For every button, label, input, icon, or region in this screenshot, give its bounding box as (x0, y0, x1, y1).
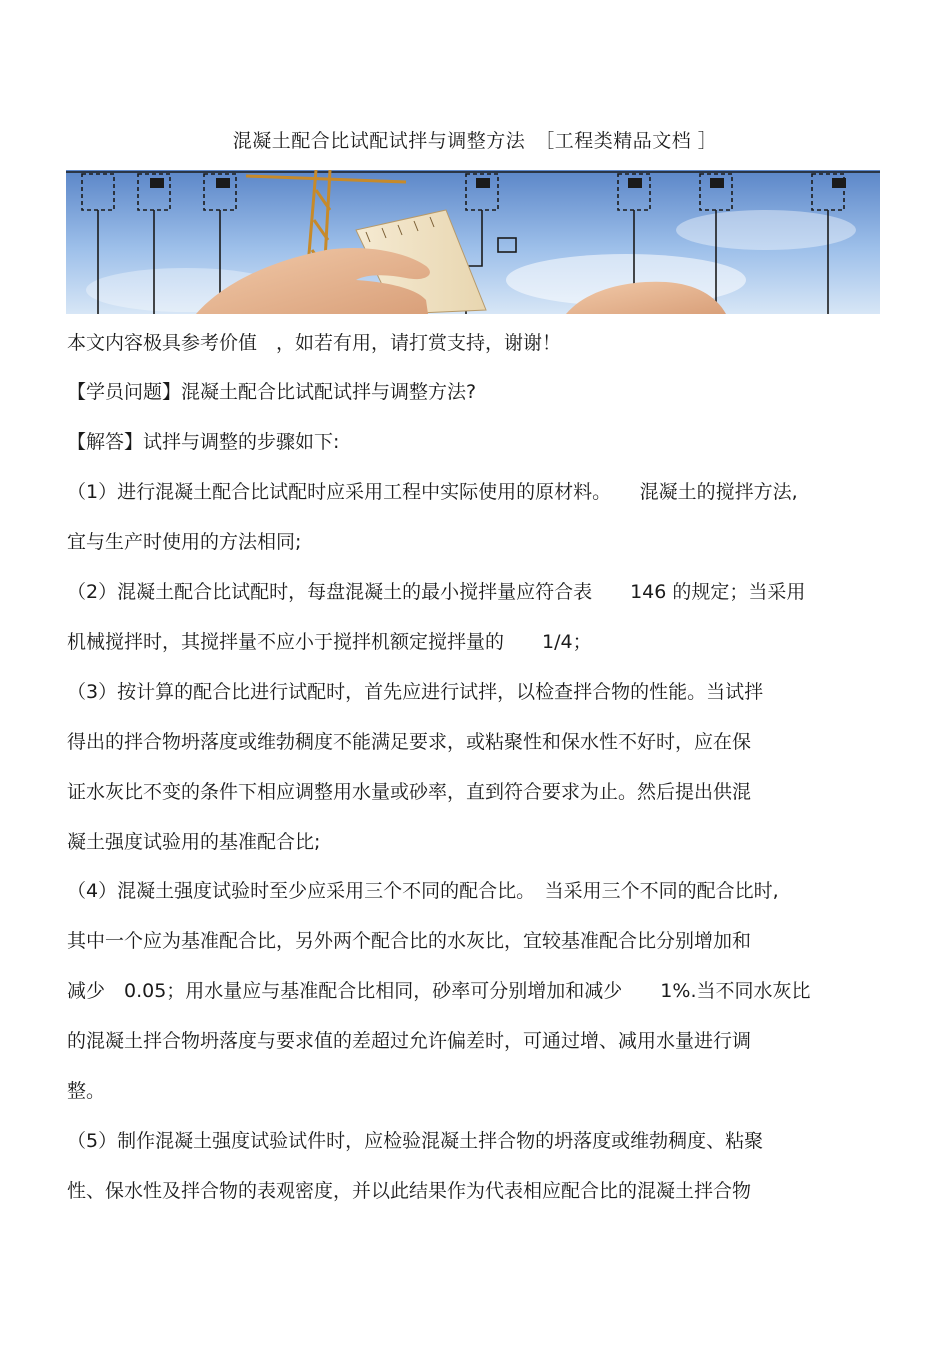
paragraph-line: 凝土强度试验用的基准配合比; (67, 831, 321, 853)
paragraph-line: （4）混凝土强度试验时至少应采用三个不同的配合比。 当采用三个不同的配合比时, (67, 880, 779, 902)
paragraph-line: 得出的拌合物坍落度或维勃稠度不能满足要求，或粘聚性和保水性不好时，应在保 (67, 731, 752, 753)
answer-heading: 【解答】试拌与调整的步骤如下: (67, 431, 340, 453)
paragraph-line: （3）按计算的配合比进行试配时，首先应进行试拌，以检查拌合物的性能。当试拌 (67, 681, 764, 703)
paragraph-line: 证水灰比不变的条件下相应调整用水量或砂率，直到符合要求为止。然后提出供混 (67, 781, 752, 803)
paragraph-line: 宜与生产时使用的方法相同; (67, 531, 302, 553)
paragraph-line: 其中一个应为基准配合比，另外两个配合比的水灰比，宜较基准配合比分别增加和 (67, 930, 752, 952)
intro-line: 本文内容极具参考价值 ，如若有用，请打赏支持，谢谢！ (67, 332, 562, 354)
document-title: 混凝土配合比试配试拌与调整方法 ［工程类精品文档 ］ (232, 130, 718, 152)
paragraph-line: （5）制作混凝土强度试验试件时，应检验混凝土拌合物的坍落度或维勃稠度、粘聚 (67, 1130, 764, 1152)
question-line: 【学员问题】混凝土配合比试配试拌与调整方法? (67, 381, 477, 403)
paragraph-line: （2）混凝土配合比试配时，每盘混凝土的最小搅拌量应符合表 146 的规定；当采用 (67, 581, 806, 603)
header-banner-image (66, 170, 880, 314)
paragraph-line: 的混凝土拌合物坍落度与要求值的差超过允许偏差时，可通过增、减用水量进行调 (67, 1030, 752, 1052)
paragraph-line: （1）进行混凝土配合比试配时应采用工程中实际使用的原材料。 混凝土的搅拌方法, (67, 481, 798, 503)
paragraph-line: 整。 (67, 1080, 106, 1102)
paragraph-line: 性、保水性及拌合物的表观密度，并以此结果作为代表相应配合比的混凝土拌合物 (67, 1180, 752, 1202)
paragraph-line: 减少 0.05；用水量应与基准配合比相同，砂率可分别增加和减少 1%.当不同水灰比 (67, 980, 811, 1002)
paragraph-line: 机械搅拌时，其搅拌量不应小于搅拌机额定搅拌量的 1/4； (67, 631, 592, 653)
